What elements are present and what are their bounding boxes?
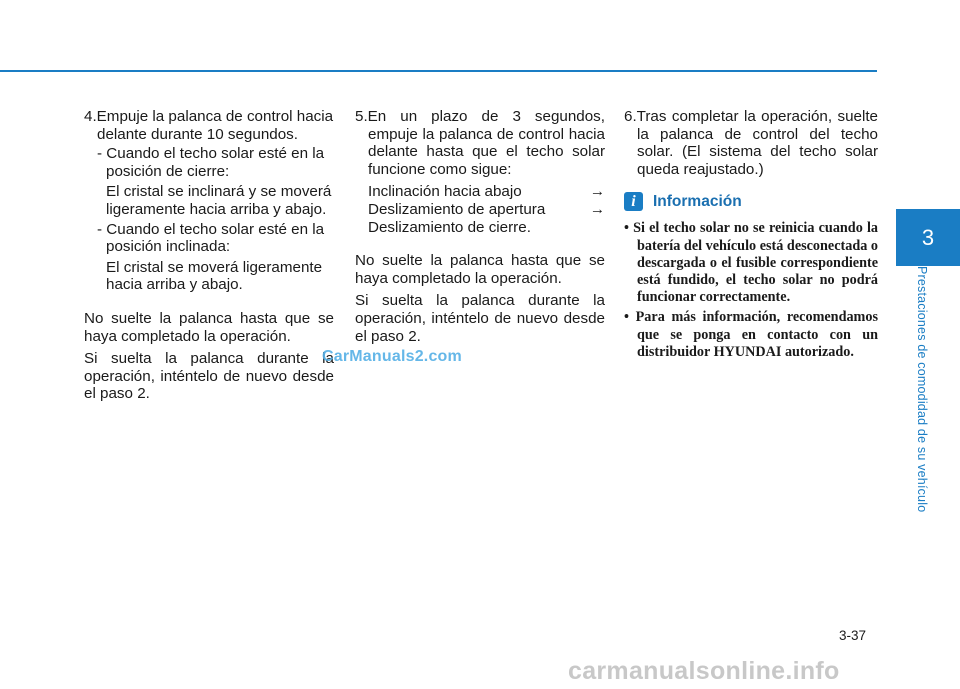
case-closed-text: - Cuando el techo solar esté en la posición de cierre: [97, 145, 325, 180]
info-icon: i [624, 192, 643, 211]
case-closed-result: El cristal se inclinará y se moverá ligeramente hacia arriba y abajo. [106, 183, 332, 218]
case-tilted-text: - Cuando el techo solar esté en la posición inclinada: [97, 220, 325, 256]
column-left [84, 108, 334, 403]
watermark-text: CarManuals2.com [322, 348, 462, 365]
note-retry: Si suelta la palanca durante la operación, inténtelo de nuevo desde el paso 2. [84, 350, 334, 403]
info-title: Información [653, 193, 742, 211]
footer-watermark: carmanualsonline.info [568, 657, 840, 685]
info-bullets [624, 220, 878, 361]
step-6-text: 6.Tras completar la operación, suelte la palanca de control del techo solar. (El sistema del techo solar queda reajustado.) [624, 108, 878, 178]
step-4-text: 4.Empuje la palanca de control hacia delante durante 10 segundos. [84, 108, 334, 143]
sequence-step-1-label: Inclinación hacia abajo [368, 183, 522, 201]
section-title-vertical: Prestaciones de comodidad de su vehículo [915, 266, 929, 513]
header-rule [0, 70, 877, 72]
arrow-right-icon: → [589, 183, 605, 201]
info-bullet-dealer: • Para más información, recomendamos que se ponga en contacto con un distribuidor HYUNDAI autorizado. [624, 309, 878, 360]
sequence-step-1 [355, 183, 605, 201]
chapter-tab: 3 [896, 209, 960, 266]
note-hold-lever: No suelte la palanca hasta que se haya completado la operación. [84, 309, 334, 345]
case-tilted-result: El cristal se moverá ligeramente hacia arriba y abajo. [106, 258, 323, 294]
page-number: 3-37 [839, 628, 867, 643]
note-retry: Si suelta la palanca durante la operación, inténtelo de nuevo desde el paso 2. [355, 292, 605, 345]
column-middle [355, 108, 605, 345]
sequence-step-2-label: Deslizamiento de apertura [368, 200, 546, 218]
arrow-right-icon: → [589, 200, 605, 218]
note-hold-lever: No suelte la palanca hasta que se haya completado la operación. [355, 252, 605, 287]
sequence-step-3: Deslizamiento de cierre. [368, 218, 531, 236]
info-bullet-reset: • Si el techo solar no se reinicia cuando la batería del vehículo está desconectada o descargada o el fusible correspondiente está fundido, el techo solar no podrá funcionar correctamente. [624, 220, 878, 306]
column-right [624, 108, 878, 364]
step-5-text: 5.En un plazo de 3 segundos, empuje la palanca de control hacia delante hasta que el techo solar funcione como sigue: [355, 108, 605, 178]
sequence-step-2 [355, 201, 605, 219]
info-header [624, 192, 878, 211]
